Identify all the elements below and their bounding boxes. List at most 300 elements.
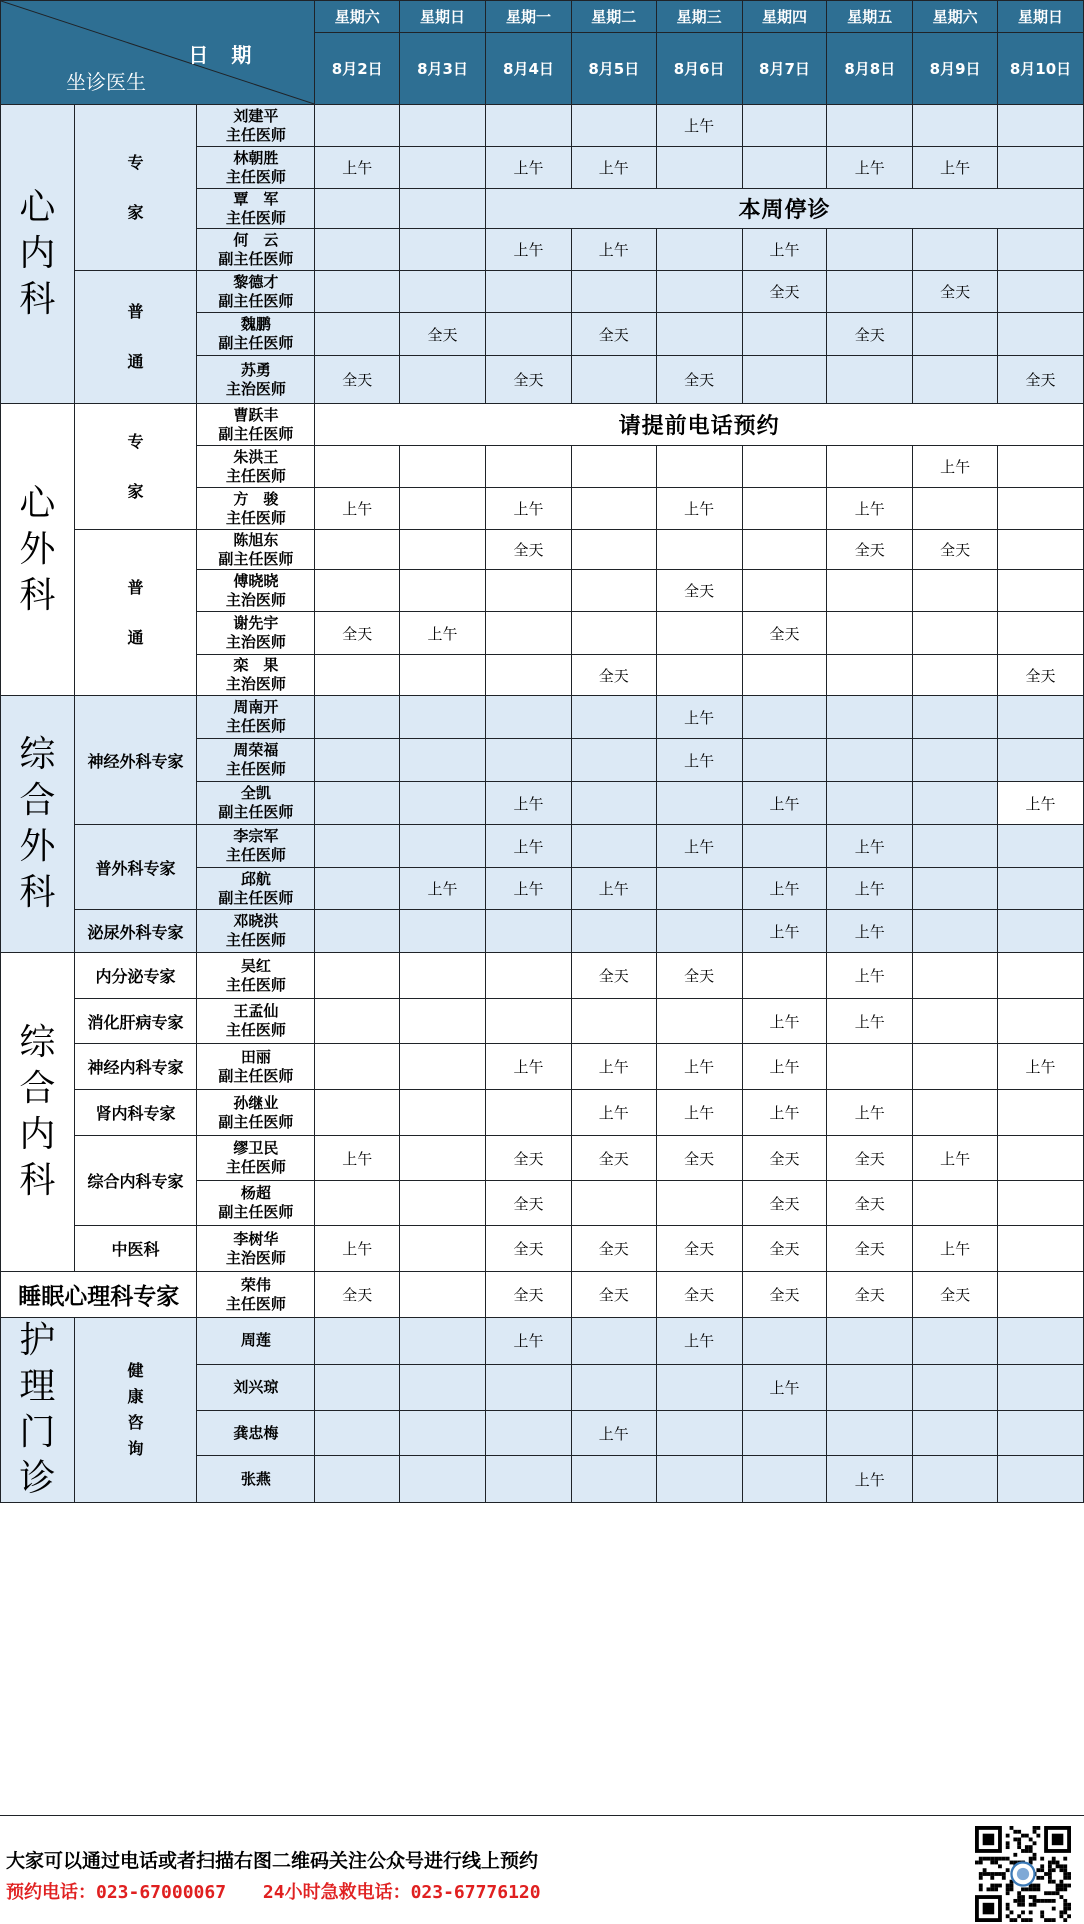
schedule-cell xyxy=(486,953,572,999)
department-name: 综合内科 xyxy=(19,1022,56,1201)
doctor-title: 主任医师 xyxy=(225,208,286,227)
schedule-cell xyxy=(571,910,656,953)
schedule-cell: 全天 xyxy=(486,1272,572,1318)
subdepartment-name: 消化肝病专家 xyxy=(87,1012,184,1032)
schedule-cell xyxy=(571,446,656,488)
subdepartment-cell xyxy=(74,105,197,271)
schedule-cell: 全天 xyxy=(486,1226,572,1272)
schedule-cell: 上午 xyxy=(571,229,656,271)
schedule-cell xyxy=(827,1411,913,1456)
doctor-name: 张燕 xyxy=(240,1469,271,1488)
schedule-cell xyxy=(315,696,400,739)
corner-diagonal xyxy=(1,1,314,104)
department-name: 心内科 xyxy=(19,187,56,320)
doctor-cell xyxy=(197,1226,315,1272)
department-name: 综合外科 xyxy=(19,734,56,913)
schedule-cell xyxy=(315,910,400,953)
table-row xyxy=(1,953,1084,999)
schedule-cell xyxy=(486,910,572,953)
doctor-name: 黎德才 xyxy=(233,272,279,291)
schedule-cell xyxy=(400,953,486,999)
schedule-cell xyxy=(400,271,486,313)
doctor-name: 刘建平 xyxy=(233,106,279,125)
schedule-cell xyxy=(997,999,1083,1044)
schedule-cell xyxy=(997,739,1083,782)
schedule-cell: 上午 xyxy=(571,868,656,910)
schedule-cell xyxy=(913,868,998,910)
department-cell xyxy=(1,696,75,953)
weekday-header: 星期二 xyxy=(571,1,656,33)
schedule-cell xyxy=(315,782,400,825)
schedule-cell xyxy=(486,271,572,313)
schedule-cell xyxy=(656,229,742,271)
schedule-cell xyxy=(486,1364,572,1411)
schedule-cell xyxy=(913,953,998,999)
schedule-cell xyxy=(315,739,400,782)
schedule-cell xyxy=(742,696,827,739)
schedule-cell xyxy=(742,1411,827,1456)
doctor-title: 主治医师 xyxy=(225,675,286,693)
schedule-cell xyxy=(571,782,656,825)
qr-code-icon[interactable] xyxy=(968,1826,1078,1922)
schedule-cell xyxy=(827,1318,913,1365)
schedule-cell xyxy=(400,1090,486,1136)
schedule-cell xyxy=(400,1136,486,1181)
doctor-name: 刘兴琼 xyxy=(233,1377,279,1396)
doctor-name: 李树华 xyxy=(233,1229,279,1248)
doctor-name: 方 骏 xyxy=(233,489,279,508)
schedule-cell: 上午 xyxy=(656,825,742,868)
doctor-cell xyxy=(197,999,315,1044)
schedule-cell xyxy=(315,1411,400,1456)
table-row xyxy=(1,999,1084,1044)
schedule-cell xyxy=(913,1318,998,1365)
doctor-title: 主任医师 xyxy=(225,717,286,735)
doctor-name: 何 云 xyxy=(233,230,279,249)
doctor-name: 朱洪王 xyxy=(233,447,279,466)
schedule-cell xyxy=(400,1226,486,1272)
schedule-cell xyxy=(997,1272,1083,1318)
schedule-cell xyxy=(913,356,998,404)
schedule-cell: 全天 xyxy=(827,530,913,570)
department-cell xyxy=(1,953,75,1272)
schedule-cell xyxy=(571,696,656,739)
doctor-title: 主治医师 xyxy=(225,590,286,609)
schedule-cell xyxy=(827,570,913,612)
schedule-cell: 全天 xyxy=(486,530,572,570)
schedule-cell: 全天 xyxy=(486,356,572,404)
doctor-label: 坐诊医生 xyxy=(66,70,146,94)
schedule-cell: 上午 xyxy=(486,1318,572,1365)
schedule-cell xyxy=(315,446,400,488)
schedule-cell: 上午 xyxy=(486,825,572,868)
schedule-cell xyxy=(315,189,400,229)
schedule-cell: 上午 xyxy=(913,1226,998,1272)
schedule-cell: 全天 xyxy=(315,1272,400,1318)
schedule-cell xyxy=(827,446,913,488)
schedule-cell xyxy=(486,739,572,782)
date-header: 8月4日 xyxy=(486,33,572,105)
schedule-cell: 全天 xyxy=(656,953,742,999)
schedule-cell xyxy=(997,1318,1083,1365)
schedule-cell xyxy=(571,105,656,147)
schedule-cell xyxy=(997,271,1083,313)
schedule-cell: 上午 xyxy=(656,1090,742,1136)
doctor-title: 主任医师 xyxy=(225,1294,286,1313)
schedule-cell xyxy=(486,1090,572,1136)
schedule-cell xyxy=(656,612,742,655)
schedule-cell xyxy=(827,655,913,696)
subdepartment-name: 中医科 xyxy=(111,1240,160,1259)
schedule-cell xyxy=(400,1456,486,1503)
doctor-name: 缪卫民 xyxy=(233,1139,279,1157)
date-header: 8月6日 xyxy=(656,33,742,105)
department-cell xyxy=(1,105,75,404)
schedule-cell: 上午 xyxy=(315,147,400,189)
schedule-cell xyxy=(827,612,913,655)
doctor-title: 主任医师 xyxy=(225,1021,286,1039)
doctor-name: 栾 果 xyxy=(233,656,279,674)
doctor-title: 副主任医师 xyxy=(218,1203,294,1221)
schedule-cell xyxy=(400,189,486,229)
doctor-title: 主任医师 xyxy=(225,1158,286,1176)
subdepartment-cell xyxy=(74,1090,197,1136)
schedule-cell xyxy=(486,696,572,739)
schedule-cell: 上午 xyxy=(656,488,742,530)
schedule-cell: 上午 xyxy=(997,1044,1083,1090)
schedule-cell: 全天 xyxy=(656,1136,742,1181)
schedule-cell: 上午 xyxy=(486,782,572,825)
schedule-cell: 上午 xyxy=(315,488,400,530)
schedule-cell xyxy=(827,1364,913,1411)
header-corner xyxy=(1,1,315,105)
subdepartment-name: 普外科专家 xyxy=(95,858,176,878)
schedule-cell: 全天 xyxy=(827,1136,913,1181)
schedule-cell xyxy=(656,147,742,189)
schedule-cell: 全天 xyxy=(827,1181,913,1226)
schedule-cell xyxy=(742,356,827,404)
doctor-title: 主任医师 xyxy=(225,846,286,864)
schedule-cell xyxy=(997,1411,1083,1456)
schedule-cell: 全天 xyxy=(742,1136,827,1181)
schedule-cell: 上午 xyxy=(742,868,827,910)
schedule-cell xyxy=(400,229,486,271)
schedule-cell xyxy=(315,105,400,147)
schedule-cell: 全天 xyxy=(571,313,656,356)
schedule-cell xyxy=(400,488,486,530)
doctor-cell xyxy=(197,739,315,782)
schedule-cell xyxy=(400,105,486,147)
schedule-cell: 全天 xyxy=(827,313,913,356)
weekday-header: 星期四 xyxy=(742,1,827,33)
subdepartment-name: 专家 xyxy=(127,152,144,222)
booking-phone: 预约电话：023-67000067 xyxy=(6,1882,227,1903)
schedule-cell xyxy=(997,1136,1083,1181)
schedule-cell: 全天 xyxy=(742,1272,827,1318)
schedule-cell xyxy=(913,825,998,868)
doctor-cell xyxy=(197,105,315,147)
schedule-cell xyxy=(997,1090,1083,1136)
schedule-cell xyxy=(656,1181,742,1226)
doctor-title: 主任医师 xyxy=(225,508,286,527)
schedule-cell xyxy=(997,825,1083,868)
schedule-cell: 上午 xyxy=(656,105,742,147)
schedule-cell: 上午 xyxy=(742,782,827,825)
weekday-header: 星期日 xyxy=(400,1,486,33)
doctor-name: 陈旭东 xyxy=(233,530,279,549)
doctor-name: 傅晓晓 xyxy=(233,571,279,590)
schedule-cell: 上午 xyxy=(827,1456,913,1503)
table-row xyxy=(1,910,1084,953)
schedule-cell xyxy=(913,105,998,147)
schedule-cell: 上午 xyxy=(486,1044,572,1090)
weekday-header: 星期三 xyxy=(656,1,742,33)
schedule-cell: 上午 xyxy=(571,1090,656,1136)
schedule-cell: 上午 xyxy=(997,782,1083,825)
doctor-name: 苏勇 xyxy=(240,360,271,379)
schedule-cell: 全天 xyxy=(400,313,486,356)
table-row xyxy=(1,1044,1084,1090)
subdepartment-cell xyxy=(74,999,197,1044)
schedule-cell xyxy=(913,1181,998,1226)
doctor-cell xyxy=(197,404,315,446)
schedule-cell xyxy=(315,1181,400,1226)
schedule-cell xyxy=(486,1411,572,1456)
doctor-title: 主治医师 xyxy=(225,379,286,398)
schedule-cell: 全天 xyxy=(656,570,742,612)
doctor-cell xyxy=(197,1090,315,1136)
date-label: 日 期 xyxy=(188,43,260,67)
schedule-cell: 全天 xyxy=(656,356,742,404)
table-row xyxy=(1,696,1084,739)
weekday-header: 星期一 xyxy=(486,1,572,33)
schedule-cell: 上午 xyxy=(827,488,913,530)
table-row xyxy=(1,1226,1084,1272)
table-row xyxy=(1,1136,1084,1181)
schedule-cell: 全天 xyxy=(571,1136,656,1181)
subdepartment-cell xyxy=(74,1226,197,1272)
subdepartment-cell xyxy=(74,530,197,696)
schedule-cell: 上午 xyxy=(742,1044,827,1090)
table-row xyxy=(1,1090,1084,1136)
date-header: 8月5日 xyxy=(571,33,656,105)
schedule-cell: 全天 xyxy=(913,1272,998,1318)
doctor-title: 副主任医师 xyxy=(218,888,294,907)
schedule-cell xyxy=(486,655,572,696)
subdepartment-name: 肾内科专家 xyxy=(95,1104,176,1123)
schedule-cell: 全天 xyxy=(827,1272,913,1318)
schedule-cell xyxy=(997,910,1083,953)
schedule-cell xyxy=(913,739,998,782)
doctor-title: 主治医师 xyxy=(225,633,286,651)
schedule-cell xyxy=(997,530,1083,570)
doctor-cell xyxy=(197,570,315,612)
schedule-cell xyxy=(315,1318,400,1365)
schedule-cell xyxy=(827,696,913,739)
schedule-cell xyxy=(400,696,486,739)
doctor-cell xyxy=(197,356,315,404)
schedule-cell xyxy=(486,446,572,488)
doctor-cell xyxy=(197,1364,315,1411)
schedule-cell xyxy=(913,313,998,356)
schedule-cell xyxy=(315,1090,400,1136)
table-row xyxy=(1,1272,1084,1318)
schedule-cell: 全天 xyxy=(571,1226,656,1272)
schedule-cell xyxy=(656,868,742,910)
schedule-cell xyxy=(913,488,998,530)
schedule-cell xyxy=(997,229,1083,271)
schedule-cell xyxy=(913,782,998,825)
subdepartment-name: 神经内科专家 xyxy=(87,1058,184,1077)
schedule-cell: 上午 xyxy=(486,229,572,271)
schedule-cell xyxy=(571,488,656,530)
date-header: 8月10日 xyxy=(997,33,1083,105)
doctor-cell xyxy=(197,1318,315,1365)
schedule-cell: 全天 xyxy=(827,1226,913,1272)
subdepartment-cell xyxy=(74,953,197,999)
schedule-cell: 全天 xyxy=(997,356,1083,404)
schedule-cell xyxy=(315,313,400,356)
schedule-cell xyxy=(742,147,827,189)
schedule-cell xyxy=(656,271,742,313)
schedule-cell xyxy=(742,825,827,868)
weekday-header: 星期六 xyxy=(913,1,998,33)
schedule-cell: 上午 xyxy=(827,825,913,868)
schedule-cell xyxy=(571,1456,656,1503)
schedule-cell xyxy=(827,105,913,147)
schedule-cell xyxy=(997,488,1083,530)
schedule-cell: 上午 xyxy=(827,910,913,953)
schedule-cell xyxy=(913,570,998,612)
department-name: 心外科 xyxy=(19,482,56,616)
schedule-cell xyxy=(742,530,827,570)
schedule-cell xyxy=(400,1364,486,1411)
schedule-cell xyxy=(571,530,656,570)
doctor-cell xyxy=(197,782,315,825)
schedule-cell xyxy=(571,739,656,782)
schedule-cell xyxy=(656,910,742,953)
schedule-cell xyxy=(656,313,742,356)
schedule-cell: 全天 xyxy=(742,1226,827,1272)
schedule-cell xyxy=(827,1044,913,1090)
doctor-title: 副主任医师 xyxy=(218,334,294,352)
subdepartment-cell xyxy=(74,1318,197,1503)
doctor-name: 龚忠梅 xyxy=(233,1423,279,1442)
schedule-cell xyxy=(997,446,1083,488)
doctor-cell xyxy=(197,1456,315,1503)
schedule-cell xyxy=(315,868,400,910)
schedule-cell xyxy=(742,1456,827,1503)
schedule-cell: 全天 xyxy=(486,1181,572,1226)
doctor-title: 副主任医师 xyxy=(218,549,294,568)
schedule-cell xyxy=(913,696,998,739)
doctor-cell xyxy=(197,1411,315,1456)
schedule-cell: 上午 xyxy=(913,1136,998,1181)
doctor-name: 谢先宇 xyxy=(233,614,279,632)
schedule-cell xyxy=(315,229,400,271)
department-cell: 睡眠心理科专家 xyxy=(1,1272,197,1318)
schedule-cell: 上午 xyxy=(656,1044,742,1090)
doctor-cell xyxy=(197,147,315,189)
subdepartment-name: 普通 xyxy=(127,302,144,371)
doctor-title: 主任医师 xyxy=(225,125,286,144)
doctor-name: 王孟仙 xyxy=(233,1002,279,1020)
doctor-title: 主治医师 xyxy=(225,1248,286,1267)
emergency-phone: 24小时急救电话：023-67776120 xyxy=(262,1882,541,1903)
subdepartment-cell xyxy=(74,910,197,953)
schedule-cell: 上午 xyxy=(315,1136,400,1181)
table-row xyxy=(1,105,1084,147)
schedule-cell xyxy=(913,229,998,271)
schedule-cell: 上午 xyxy=(486,868,572,910)
doctor-cell xyxy=(197,446,315,488)
schedule-cell: 全天 xyxy=(913,271,998,313)
table-row xyxy=(1,530,1084,570)
schedule-cell xyxy=(571,825,656,868)
schedule-cell: 上午 xyxy=(486,147,572,189)
schedule-cell xyxy=(913,612,998,655)
schedule-cell: 上午 xyxy=(742,910,827,953)
schedule-cell: 上午 xyxy=(742,1364,827,1411)
schedule-cell xyxy=(827,271,913,313)
schedule-note: 请提前电话预约 xyxy=(315,404,1084,446)
schedule-cell xyxy=(997,147,1083,189)
schedule-cell xyxy=(997,1181,1083,1226)
schedule-cell xyxy=(400,147,486,189)
schedule-cell: 全天 xyxy=(571,655,656,696)
doctor-name: 覃 军 xyxy=(233,189,279,208)
schedule-cell: 上午 xyxy=(571,1411,656,1456)
schedule-cell xyxy=(315,271,400,313)
doctor-cell xyxy=(197,953,315,999)
subdepartment-cell xyxy=(74,825,197,910)
doctor-name: 周南开 xyxy=(233,698,279,716)
schedule-cell xyxy=(997,1226,1083,1272)
subdepartment-cell xyxy=(74,404,197,530)
schedule-cell xyxy=(656,1456,742,1503)
schedule-cell xyxy=(315,1456,400,1503)
schedule-cell xyxy=(315,1044,400,1090)
doctor-name: 周莲 xyxy=(240,1331,271,1350)
schedule-cell xyxy=(400,825,486,868)
footer xyxy=(0,1815,1084,1924)
doctor-cell xyxy=(197,1136,315,1181)
doctor-name: 李宗军 xyxy=(233,827,279,845)
footer-notice: 大家可以通过电话或者扫描右图二维码关注公众号进行线上预约 xyxy=(6,1850,539,1872)
schedule-cell xyxy=(997,1456,1083,1503)
weekday-header: 星期五 xyxy=(827,1,913,33)
date-header: 8月8日 xyxy=(827,33,913,105)
department-cell xyxy=(1,404,75,696)
schedule-cell: 上午 xyxy=(742,1090,827,1136)
schedule-cell xyxy=(400,530,486,570)
date-header: 8月3日 xyxy=(400,33,486,105)
schedule-cell xyxy=(486,1456,572,1503)
schedule-cell xyxy=(571,1318,656,1365)
doctor-title: 主任医师 xyxy=(225,760,286,778)
schedule-cell xyxy=(997,868,1083,910)
table-row xyxy=(1,271,1084,313)
schedule-cell xyxy=(913,1456,998,1503)
doctor-name: 孙继业 xyxy=(233,1093,279,1112)
doctor-cell xyxy=(197,1272,315,1318)
schedule-cell xyxy=(997,612,1083,655)
schedule-cell xyxy=(656,782,742,825)
schedule-cell: 上午 xyxy=(400,868,486,910)
schedule-cell xyxy=(400,1181,486,1226)
schedule-cell xyxy=(486,313,572,356)
doctor-title: 主任医师 xyxy=(225,975,286,994)
